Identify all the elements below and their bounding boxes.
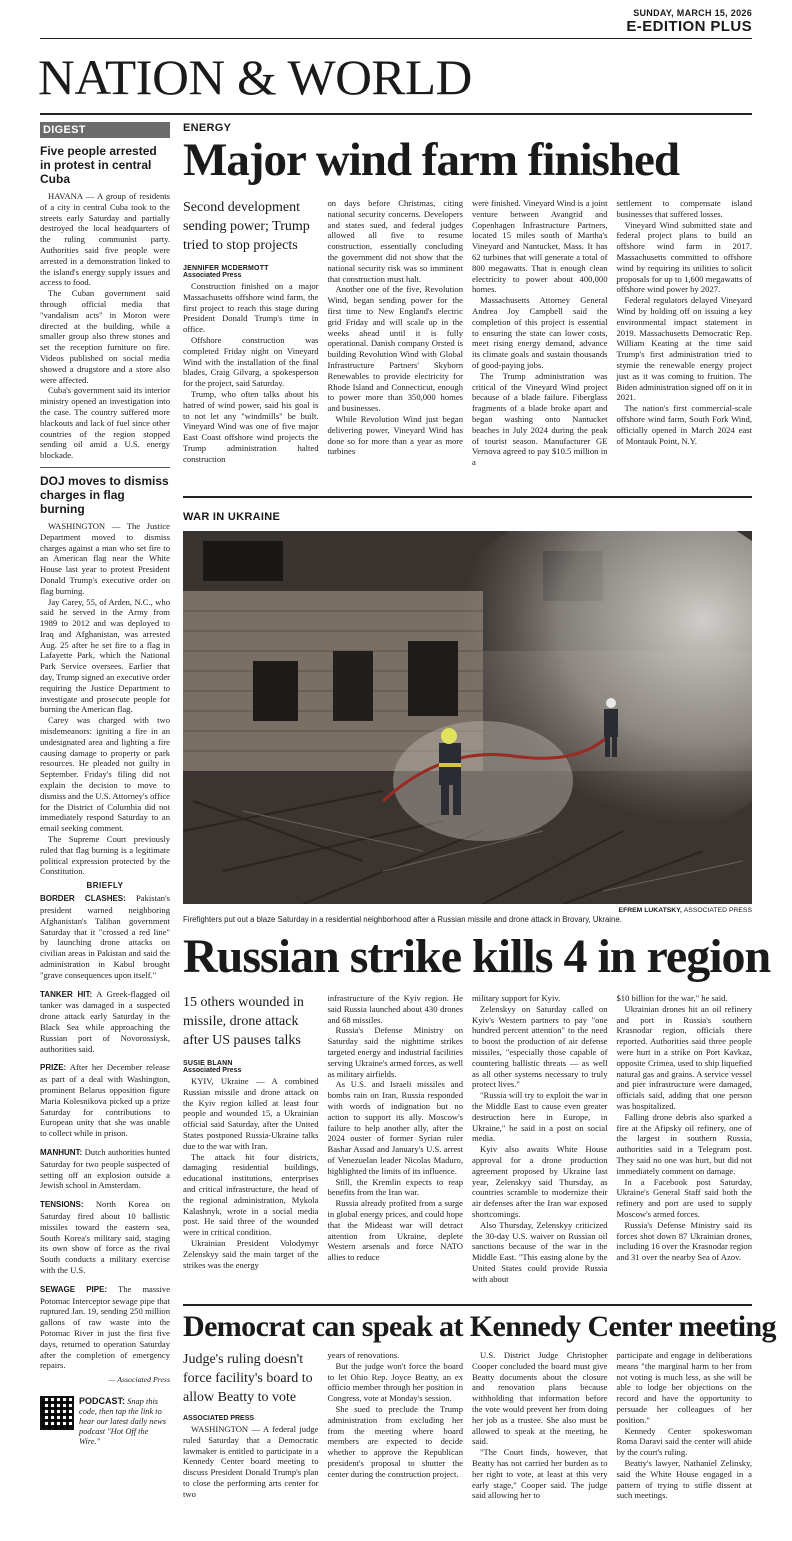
doj-headline[interactable]: DOJ moves to dismiss charges in flag burning [40,473,169,516]
ukraine-story [183,511,771,1293]
ukraine-paragraph: Also Thursday, Zelenskyy criticized the 30-day U.S. waiver on Russian oil sanctions because of the war in the Middle East. "This easing alone by the United States could provide Russia with about [472,1219,608,1284]
digest-tag: DIGEST [40,122,170,138]
energy-story [183,122,752,471]
kennedy-paragraph: She sued to preclude the Trump administration from excluding her from the meeting where board members are expected to decide whether to approve the Republican president's proposal to shutter the center during the construction project. [327,1403,463,1479]
ukraine-paragraph: As U.S. and Israeli missiles and bombs rain on Iran, Russia responded with words of indignation but no action to support its ally. Moscow's failure to help another ally, after the 2024 ouster of former Syrian ruler Bashar Assad and January's U.S. arrest of Venezuelan leader Nicolas Maduro, highlighted the limits of its influence. [327,1079,463,1176]
ukraine-paragraph: $10 billion for the war," he said. [616,993,728,1003]
ukraine-paragraph: Russia's Defense Ministry said its forces shot down 87 Ukrainian drones, including 16 over the Krasnodar region and 31 over the nearby Sea of Azov. [616,1219,752,1263]
ukraine-col-1 [183,993,319,1293]
kennedy-paragraph: "The Court finds, however, that Beatty has not carried her burden as to her right to vote, at least at this very early stage," Cooper said. The judge said allowing her to [472,1447,608,1501]
photo-credit [183,907,752,914]
masthead-rule-bottom [40,113,752,115]
energy-paragraph: Another one of the five, Revolution Wind, began sending power for the first time to New England's electric grid Friday and will scale up in the weeks ahead until it is fully operational. Danish company Orsted is building Revolution Wind with Global Infrastructure Partners' Skyborn Renewables to provide electricity for Rhode Island and Connecticut, enough to power more than 350,000 homes and businesses. [327,284,463,414]
brief-item [40,1062,170,1139]
brief-text: Pakistan's president warned neighboring Afghanistan's Taliban government Saturday that it "crossed a red line" by launching drone attacks on civilian areas in Pakistan and said the administration in Kabul brought "grave consequences upon itself." [40,893,170,980]
energy-kicker: ENERGY [183,122,232,134]
brief-item [40,989,170,1055]
energy-paragraph: The Trump administration was critical of the Vineyard Wind project because of a blade failure. Fiberglass fragments of a blade broke apart and began washing onto Nantucket beaches in July 2024 during the peak of tourist season. Manufacturer GE Vernova agreed to pay $10.5 million in a [472,370,608,468]
brief-text: Dutch authorities hunted Saturday for two people suspected of setting off an explosion outside a Jewish school in Amsterdam. [40,1146,170,1191]
brief-label: SEWAGE PIPE: [40,1284,108,1294]
energy-paragraph: Offshore construction was completed Friday night on Vineyard Wind with the installation of the final blades, Craig Gilvarg, a spokesperson for the project, said Saturday. [183,334,319,389]
energy-deck: Second development sending power; Trump tried to stop projects [183,200,310,253]
ukraine-paragraph: Kyiv also awaits White House approval for a drone production agreement proposed by Ukraine last year, Zelenskyy said Thursday, as countries scramble to modernize their air defenses after the Iran war exposed shortcomings. [472,1144,608,1219]
brief-label: BORDER CLASHES: [40,894,126,904]
briefs-list [40,893,170,1371]
brief-item [40,893,170,980]
brief-item [40,1147,170,1191]
energy-paragraph: While Revolution Wind just began delivering power, Vineyard Wind has done so for more than a year as more turbines [327,413,463,457]
kennedy-col-1 [183,1350,319,1535]
ukraine-kicker: WAR IN UKRAINE [183,511,281,523]
ukraine-paragraph: Russia's Defense Ministry on Saturday said the nighttime strikes targeted energy and industrial facilities serving Ukraine's armed forces, as well as military airfields. [327,1025,463,1079]
digest-column [40,122,170,1447]
qr-code-icon[interactable] [40,1396,74,1430]
energy-paragraph: Massachusetts Attorney General Andrea Joy Campbell said the completion of this project is essential to ensuring the state can lower costs, meet rising energy demand, advance its climate goals and sustain thousands of good-paying jobs. [472,295,608,370]
ukraine-paragraph: Ukrainian drones hit an oil refinery and port in Russia's southern Krasnodar region, officials there reported. Authorities said three people were hurt in a strike on Port Kavkaz, opposite Crimea, used to ship liquefied natural gas and grains. A service vessel and pier infrastructure were damaged, officials said, adding that one person was hospitalized. [616,1003,752,1111]
brief-text: North Korea on Saturday fired about 10 ballistic missiles toward the eastern sea, South Korea's military said, staging its own show of force as the rival South conducts a military exercise with the U.S. [40,1199,170,1275]
energy-paragraph: Trump, who often talks about his hatred of wind power, said his goal is to not let any "windmills" be built. Vineyard Wind was one of five major East Coast offshore wind projects the Trump administration halted construction [183,388,319,464]
cuba-paragraph: The Cuban government said through official media that "vandalism acts" in Moron were directed at the building, while a smaller group also threw stones and set the reception furniture on fire. Videos published on social media showed a drugstore and a store also were affected. [40,288,170,385]
ukraine-paragraph: In a Facebook post Saturday, Ukraine's General Staff said both the refinery and port are used to supply Moscow's armed forces. [616,1176,752,1219]
brief-label: MANHUNT: [40,1147,83,1157]
photo-caption: Firefighters put out a blaze Saturday in a residential neighborhood after a Russian missile and drone attack in Brovary, Ukraine. [183,915,622,924]
doj-paragraph: Jay Carey, 55, of Arden, N.C., who said he served in the Army from 1989 to 2012 and was deployed to Iraq and Afghanistan, was arrested Aug. 25 after he set fire to a flag in Lafayette Park, which the National Park Service oversees. Earlier that day, Trump signed an executive order requiring the Justice Department to investigate and prosecute people for burning the American flag. [40,596,170,715]
digest-divider [40,467,170,468]
energy-agency: Associated Press [183,272,242,279]
brief-text: After her December release as part of a deal with Washington, prominent Belarus opposition figure Maria Kolesnikova picked up a prize Saturday for contributions to European unity that she was unable to collect while in prison. [40,1062,170,1139]
doj-story-body [40,521,170,877]
brief-item [40,1199,170,1276]
cuba-story-body [40,191,170,461]
ukraine-paragraph: Falling drone debris also sparked a fire at the Afipsky oil refinery, one of the largest in southern Russia, authorities said in a Telegram post. They said no one was hurt, but did not immediately comment on damage. [616,1111,752,1176]
energy-paragraph: settlement to compensate island businesses that suffered losses. [616,198,752,219]
ukraine-deck: 15 others wounded in missile, drone attack after US pauses talks [183,995,304,1048]
kennedy-col-4 [617,1350,753,1535]
section-rule [183,496,752,498]
ukraine-col-2 [328,993,464,1293]
brief-label: TENSIONS: [40,1200,84,1210]
ukraine-paragraph: military support for Kyiv. [472,993,561,1003]
energy-col-1 [183,198,319,471]
energy-paragraph: were finished. Vineyard Wind is a joint venture between Avangrid and Copenhagen Infrastructure Partners, located 15 miles south of Martha's Vineyard and Nantucket, Mass. It has 62 turbines that will generate a total of 800 megawatts. That is enough clean electricity to power about 400,000 homes. [472,198,608,295]
cuba-paragraph: Cuba's government said its interior ministry opened an investigation into the case. The country suffered more blackouts and lack of fuel since other countries of the region stopped sending oil amid a U.S. energy blockade. [40,385,170,461]
brief-item [40,1284,170,1371]
photo-credit-agency: ASSOCIATED PRESS [683,907,752,914]
kennedy-columns [183,1350,752,1535]
energy-byline: JENNIFER MCDERMOTT [183,265,269,272]
ukraine-paragraph: Zelenskyy on Saturday called on Kyiv's Western partners to pay "one hundred percent attention" to the need to boost the production of air defense missiles, "especially those capable of countering ballistic threats — as well as all other systems necessary to truly protect lives." [472,1003,608,1090]
doj-paragraph: WASHINGTON — The Justice Department moved to dismiss charges against a man who set fire to an American flag near the White House last year to protest President Donald Trump's executive order on flag burning. [40,520,170,596]
energy-paragraph: The nation's first commercial-scale offshore wind farm, South Fork Wind, officially opened in March 2024 east of Montauk Point, N.Y. [616,403,752,446]
energy-paragraph: Construction finished on a major Massachusetts offshore wind farm, the first project to reach this stage during President Donald Trump's time in office. [183,281,319,335]
kennedy-paragraph: But the judge won't force the board to let Ohio Rep. Joyce Beatty, an ex officio member through her position in Congress, vote at Monday's session. [327,1360,463,1404]
energy-col-4 [617,198,753,471]
doj-paragraph: The Supreme Court previously ruled that flag burning is a legitimate political expression protected by the Constitution. [40,834,170,877]
brief-text: A Greek-flagged oil tanker was damaged in a suspected drone attack early Saturday in the Black Sea while approaching the Russian port of Novorossiysk, authorities said. [40,988,170,1054]
kennedy-paragraph: U.S. District Judge Christopher Cooper concluded the board must give Beatty documents about the closure and renovation plans because withholding that information before the vote would prevent her from doing her job as a trustee. She also must be allowed to speak at the meeting, he said. [472,1350,608,1447]
energy-col-3 [472,198,608,471]
ukraine-paragraph: infrastructure of the Kyiv region. He said Russia launched about 430 drones and 68 missiles. [327,993,463,1025]
photo-credit-name: EFREM LUKATSKY, [618,907,682,914]
kennedy-story [183,1310,776,1535]
ukraine-byline: SUSIE BLANN [183,1060,233,1067]
cuba-paragraph: HAVANA — A group of residents of a city in central Cuba took to the streets early Saturday and partially destroyed the local headquarters of the ruling communist party. Authorities said five people were arrested in a demonstration linked to the island's energy supply issues and access to food. [40,191,170,288]
ukraine-paragraph: Still, the Kremlin expects to reap benefits from the Iran war. [327,1176,463,1198]
energy-paragraph: on days before Christmas, citing national security concerns. Developers and states sued, and federal judges allowed all five to resume construction, essentially concluding the government did not show that the national security risk was so imminent that construction must halt. [327,198,463,284]
ukraine-col-3 [472,993,608,1293]
fire-photo[interactable] [183,531,752,904]
kennedy-agency: ASSOCIATED PRESS [183,1415,255,1422]
ukraine-columns [183,993,752,1293]
edition-label[interactable]: E-EDITION PLUS [626,18,752,35]
ukraine-paragraph: KYIV, Ukraine — A combined Russian missile and drone attack on the Kyiv region killed at least four people and wounded 15, a Ukrainian official said Saturday, after the United States postponed Russia-Ukraine talks due to the war with Iran. [183,1076,319,1151]
kennedy-col-2 [328,1350,464,1535]
energy-headline[interactable]: Major wind farm finished [183,134,680,186]
energy-paragraph: Vineyard Wind submitted state and federal project plans to build an offshore wind farm in 2017. Massachusetts committed to offshore wind by requiring its utilities to solicit proposals for up to 1,600 megawatts of offshore wind power by 2027. [616,219,752,295]
ukraine-agency: Associated Press [183,1067,242,1074]
kennedy-headline[interactable]: Democrat can speak at Kennedy Center meeting [183,1310,776,1343]
ukraine-paragraph: Russia already profited from a surge in global energy prices, and could hope that the Mideast war will detract attention from Ukraine, deplete Western arsenals and force NATO allies to reduce [327,1198,463,1263]
kennedy-col-3 [472,1350,608,1535]
kennedy-paragraph: WASHINGTON — A federal judge ruled Saturday that a Democratic lawmaker is entitled to participate in a Kennedy Center board meeting to discuss President Donald Trump's plan to close the performing arts center for two [183,1424,319,1499]
kennedy-paragraph: participate and engage in deliberations means "the marginal harm to her from not voting is much less, as she will be able to lodge her objections on the record and have the opportunity to persuade her colleagues of her position." [616,1350,752,1425]
podcast-text: Snap this code, then tap the link to hear our latest daily news podcast "Hot Off the Wire." [79,1396,167,1446]
energy-col-2 [328,198,464,471]
ukraine-paragraph: "Russia will try to exploit the war in the Middle East to cause even greater destruction here in Europe, in Ukraine," he said in a post on social media. [472,1090,608,1144]
brief-label: PRIZE: [40,1063,67,1073]
section-title: NATION & WORLD [38,49,472,105]
energy-paragraph: Federal regulators delayed Vineyard Wind by holding off on issuing a key environmental impact statement in 2019. Massachusetts Democratic Rep. William Keating at the time said Trump's first administration tried to stymie the renewable energy project just as it was coming to fruition. The Biden administration signed off on it in 2021. [616,295,752,403]
masthead-rule-top [40,38,752,39]
podcast-label: PODCAST: [79,1395,126,1406]
kennedy-paragraph: years of renovations. [327,1350,400,1360]
ukraine-col-4 [617,993,753,1293]
briefly-label: BRIEFLY [86,881,124,891]
kennedy-paragraph: Beatty's lawyer, Nathaniel Zelinsky, said the White House engaged in a pattern of trying to stifle dissent at such meetings. [616,1457,752,1501]
ukraine-paragraph: The attack hit four districts, damaging residential buildings, educational institutions, enterprises and critical infrastructure, the head of the regional administration, Mykola Kalashnyk, wrote in a social media post. He said three of the wounded were in critical condition. [183,1151,319,1238]
podcast-promo[interactable] [40,1396,170,1447]
brief-label: TANKER HIT: [40,989,93,999]
briefs-credit: — Associated Press [108,1375,170,1385]
fire-photo-illustration [183,531,752,904]
kennedy-paragraph: Kennedy Center spokeswoman Roma Daravi said the center will abide by the court's ruling. [616,1425,752,1458]
ukraine-paragraph: Ukrainian President Volodymyr Zelenskyy said the main target of the strikes was the energy [183,1237,319,1270]
ukraine-headline[interactable]: Russian strike kills 4 in region [183,930,771,983]
cuba-headline[interactable]: Five people arrested in protest in central Cuba [40,144,157,186]
brief-text: The massive Potomac Interceptor sewage pipe that ruptured Jan. 19, sending 250 million gallons of raw waste into the Potomac River in just the first five days, returned to operation Saturday after the completion of emergency repairs. [40,1283,171,1371]
section-rule [183,1304,752,1306]
doj-paragraph: Carey was charged with two misdemeanors: igniting a fire in an undesignated area and lighting a fire causing damage to property or park resources. He pleaded not guilty in September. Friday's filing did not explain the decision to move to dismiss and the U.S. Attorney's office for the District of Columbia did not immediately respond Saturday to an email seeking comment. [40,715,170,834]
kennedy-deck: Judge's ruling doesn't force facility's board to allow Beatty to vote [183,1352,313,1405]
edition-date: SUNDAY, MARCH 15, 2026 [633,8,752,18]
energy-columns [183,198,752,471]
